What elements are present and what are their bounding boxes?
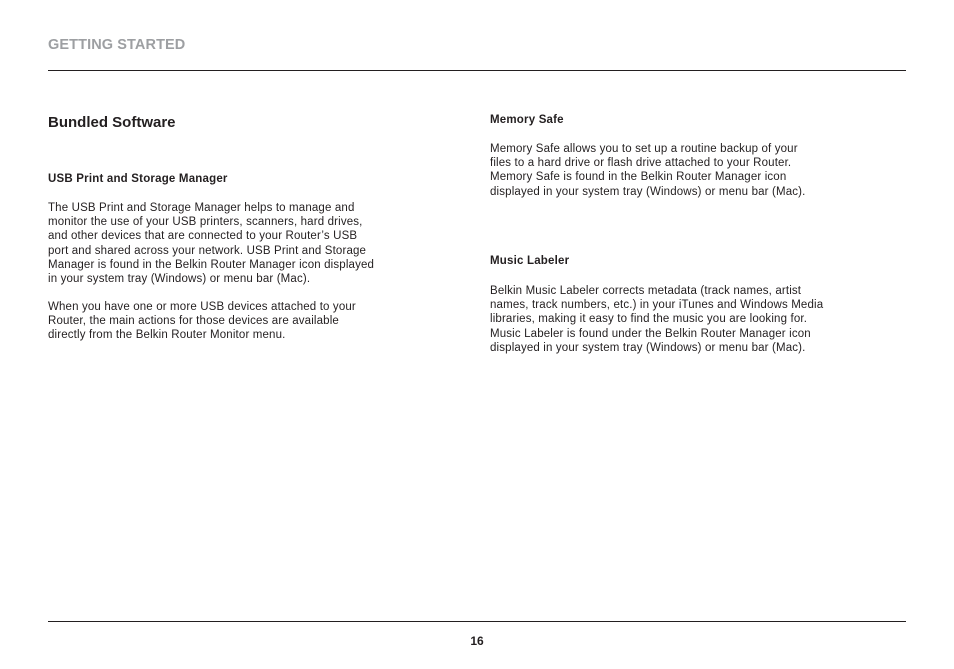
text-line: port and shared across your network. USB Print and Storage [48,244,367,257]
text-line: Manager is found in the Belkin Router Manager icon displayed [48,258,375,271]
header-divider [48,70,906,71]
text-line: monitor the use of your USB printers, scanners, hard drives, [48,216,363,229]
text-line: Music Labeler is found under the Belkin Router Manager icon [490,327,811,340]
text-line: and other devices that are connected to your Router’s USB [48,230,358,243]
text-line: The USB Print and Storage Manager helps to manage and [48,202,355,214]
text-line: directly from the Belkin Router Monitor menu. [48,329,286,342]
text-line: Router, the main actions for those devices are available [48,315,339,328]
music-labeler-heading: Music Labeler [490,255,570,267]
text-line: Belkin Music Labeler corrects metadata (track names, artist [490,285,802,297]
text-line: files to a hard drive or flash drive attached to your Router. [490,157,792,170]
memory-safe-heading: Memory Safe [490,114,564,126]
page-number: 16 [470,634,484,648]
text-line: displayed in your system tray (Windows) or menu bar (Mac). [490,185,806,198]
section-label: GETTING STARTED [48,37,186,53]
text-line: names, track numbers, etc.) in your iTunes and Windows Media [490,299,824,312]
usb-manager-heading: USB Print and Storage Manager [48,173,228,185]
text-line: libraries, making it easy to find the music you are looking for. [490,313,808,326]
text-line: Memory Safe is found in the Belkin Router Manager icon [490,171,787,184]
footer-divider [48,621,906,622]
text-line: Memory Safe allows you to set up a routine backup of your [490,143,798,155]
text-line: displayed in your system tray (Windows) or menu bar (Mac). [490,341,806,354]
text-line: in your system tray (Windows) or menu bar (Mac). [48,273,311,286]
page-title: Bundled Software [48,114,176,131]
usb-manager-paragraph-2 [48,300,356,343]
music-labeler-paragraph [490,284,823,355]
text-line: When you have one or more USB devices attached to your [48,301,356,313]
usb-manager-paragraph-1 [48,201,374,286]
memory-safe-paragraph [490,142,805,199]
